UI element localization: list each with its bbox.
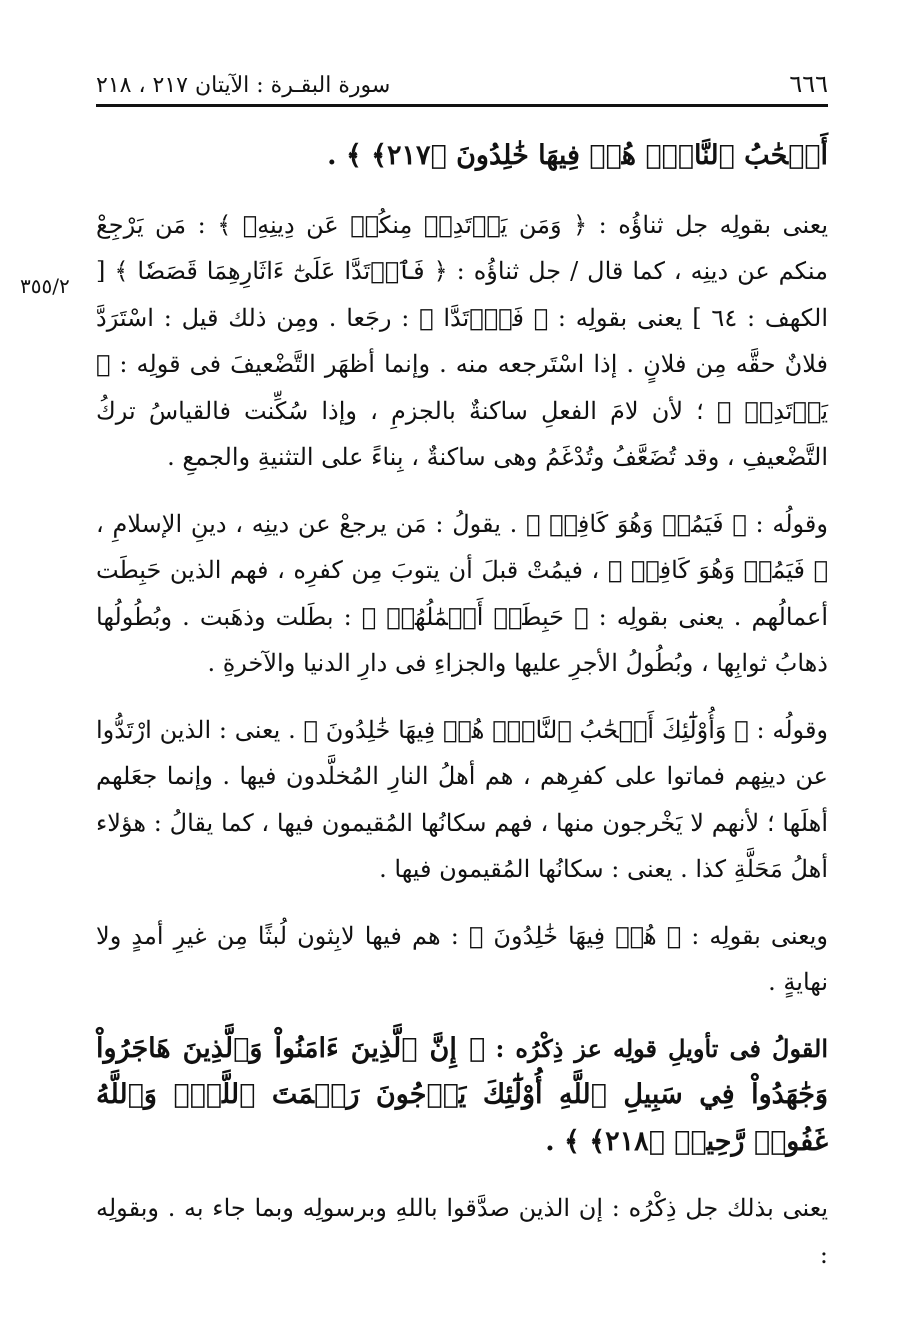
paragraph-2: وقولُه : ﴿ فَيَمُتۡ وَهُوَ كَافِرٞ ﴾ . يقولُ : مَن يرجعْ عن دينِه ، دينِ الإسلامِ ، ﴿ فَيَمُتۡ وَهُوَ كَافِرٞ ﴾ ، فيمُتْ قبلَ أن يتوبَ مِن كفرِه ، فهم الذين حَبِطَت أعمالُهم . يعنى بقولِه : ﴿ حَبِطَتۡ أَعۡمَٰلُهُمۡ ﴾ : بطَلت وذهَبت . وبُطُولُها ذهابُ ثوابِها ، وبُطُولُ الأجرِ عليها والجزاءِ فى دارِ الدنيا والآخرةِ .	[96, 509, 828, 677]
paragraph-5	[96, 1026, 828, 1166]
verse-218: ﴿ إِنَّ ٱلَّذِينَ ءَامَنُواْ وَٱلَّذِينَ هَاجَرُواْ وَجَٰهَدُواْ فِي سَبِيلِ ٱللَّهِ أُوْلَٰٓئِكَ يَرۡجُونَ رَحۡمَتَ ٱللَّهِۚ وَٱللَّهُ غَفُورٞ رَّحِيمٞ ﴿٢١٨﴾ ﴾ .	[96, 1032, 828, 1157]
paragraph-1: يعنى بقولِه جل ثناؤُه : ﴿ وَمَن يَرۡتَدِدۡ مِنكُمۡ عَن دِينِهِۦ ﴾ : مَن يَرْجِعْ منكم عن دينِه ، كما قال / جل ثناؤُه : ﴿ فَٱرۡتَدَّا عَلَىٰٓ ءَاثَارِهِمَا قَصَصٗا ﴾ [ الكهف : ٦٤ ] يعنى بقولِه : ﴿ فَٱرۡتَدَّا ﴾ : رجَعا . ومِن ذلك قيل : اسْتَرَدَّ فلانٌ حقَّه مِن فلانٍ . إذا اسْتَرجعه منه . وإنما أظهَر التَّضْعيفَ فى قولِه : ﴿ يَرۡتَدِدۡ ﴾ ؛ لأن لامَ الفعلِ ساكنةٌ بالجزمِ ، وإذا سُكِّنت فالقياسُ تركُ التَّضْعيفِ ، وقد تُضَعَّفُ وتُدْغَمُ وهى ساكنةٌ ، بِناءً على التثنيةِ والجمعِ .	[96, 210, 828, 471]
paragraph-4: ويعنى بقولِه : ﴿ هُمۡ فِيهَا خَٰلِدُونَ ﴾ : هم فيها لابِثون لُبثًا مِن غيرِ أمدٍ ولا نهايةٍ .	[96, 921, 828, 996]
paragraph-6: يعنى بذلك جل ذِكْرُه : إن الذين صدَّقوا باللهِ وبرسولِه وبما جاء به . وبقولِه :	[96, 1194, 829, 1269]
page-body	[96, 133, 828, 1278]
margin-reference: ٣٥٥/٢	[20, 274, 70, 298]
page-number: ٦٦٦	[789, 70, 828, 98]
paragraph-3: وقولُه : ﴿ وَأُوْلَٰٓئِكَ أَصۡحَٰبُ ٱلنَّارِۖ هُمۡ فِيهَا خَٰلِدُونَ ﴾ . يعنى : الذين ارْتَدُّوا عن دينِهم فماتوا على كفرِهم ، هم أهلُ النارِ المُخلَّدون فيها . وإنما جعَلهم أهلَها ؛ لأنهم لا يَخْرجون منها ، فهم سكانُها المُقيمون فيها ، كما يقالُ : هؤلاء أهلُ مَحَلَّةِ كذا . يعنى : سكانُها المُقيمون فيها .	[96, 715, 829, 883]
header-rule	[96, 104, 828, 107]
running-title: سورة البقـرة : الآيتان ٢١٧ ، ٢١٨	[96, 73, 391, 98]
paragraph-verse-ending: أَصۡحَٰبُ ٱلنَّارِۖ هُمۡ فِيهَا خَٰلِدُونَ ﴿٢١٧﴾ ﴾ .	[327, 140, 828, 171]
page-header	[96, 58, 828, 98]
section-heading: القولُ فى تأويلِ قولِه عز ذِكْرُه :	[495, 1033, 828, 1063]
